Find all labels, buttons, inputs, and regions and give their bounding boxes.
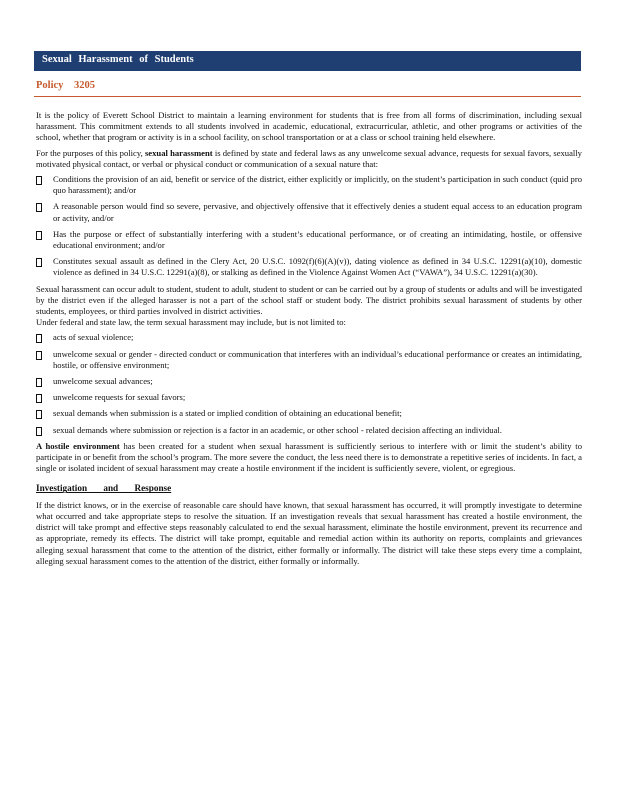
include-item-text: sexual demands where submission or rejection is a factor in an academic, or other school - related decision affecting an individual. [53, 424, 502, 435]
include-item-text: unwelcome sexual advances; [53, 376, 153, 387]
include-item [36, 376, 582, 387]
definition-item [36, 201, 582, 223]
definition-item [36, 229, 582, 251]
include-item [36, 408, 582, 419]
policy-number-bar [34, 78, 581, 97]
include-item [36, 332, 582, 343]
definition-item [36, 174, 582, 196]
policy-body [36, 110, 582, 571]
bullet-box-icon [36, 351, 42, 360]
bullet-box-icon [36, 176, 42, 185]
include-item-text: unwelcome requests for sexual favors; [53, 392, 186, 403]
include-item [36, 425, 582, 436]
sexual-harassment-term: sexual harassment [144, 147, 213, 158]
title-bar [34, 51, 581, 71]
law-line: Under federal and state law, the term sexual harassment may include, but is not limited to: [36, 317, 346, 328]
hostile-paragraph [36, 441, 582, 475]
bullet-box-icon [36, 203, 42, 212]
occur-paragraph: Sexual harassment can occur adult to student, student to adult, student to student or can be carried out by a group of students or adults and will be investigated by the district even if the alleged harasser is not a part of the school staff or student body. The district prohibits sexual harassment of students by other students, employees, or third parties involved in district activities. [36, 283, 582, 317]
intro-paragraph: It is the policy of Everett School District to maintain a learning environment for students that is free from all forms of discrimination, including sexual harassment. This commitment extends to all students involved in academic, educational, extracurricular, athletic, and other programs or activities of the school, whether that program or activity is in a school facility, on school transportation or at a class or school training held elsewhere. [36, 110, 582, 143]
investigation-heading: Investigation and Response [36, 483, 172, 494]
hostile-environment-term: A hostile environment [36, 440, 120, 451]
definition-item-text: A reasonable person would find so severe, pervasive, and objectively offensive that it effectively denies a student equal access to an education program or activity, and/or [53, 201, 582, 223]
include-item-text: acts of sexual violence; [53, 332, 134, 343]
bullet-box-icon [36, 394, 42, 403]
bullet-box-icon [36, 258, 42, 267]
hostile-after: has been created for a student when sexual harassment is sufficiently serious to interfere with or limit the student’s ability to participate in or benefit from the school’s program. The more severe the conduct, the less need there is to demonstrate a repetitive series of incidents. In fact, a single or isolated incident of sexual harassment may create a hostile environment if the incident is sufficiently severe, violent, or egregious. [36, 440, 582, 474]
definition-item [36, 256, 582, 278]
purposes-before: For the purposes of this policy, [36, 147, 143, 158]
include-item-text: unwelcome sexual or gender - directed conduct or communication that interferes with an individual’s educational performance or creates an intimidating, hostile, or offensive environment; [53, 348, 582, 370]
bullet-box-icon [36, 410, 42, 419]
purposes-paragraph [36, 148, 582, 170]
purposes-after: is defined by state and federal laws as any unwelcome sexual advance, requests for sexual favors, sexually motivated physical contact, or verbal or physical conduct or communication of a sexual nature that: [36, 147, 582, 169]
include-item-text: sexual demands when submission is a stated or implied condition of obtaining an educational benefit; [53, 408, 402, 419]
policy-title: Sexual Harassment of Students [42, 54, 194, 65]
definition-item-text: Constitutes sexual assault as defined in the Clery Act, 20 U.S.C. 1092(f)(6)(A)(v)), dating violence as defined in 34 U.S.C. 12291(a)(10), domestic violence as defined in 34 U.S.C. 12291(a)(8), or stalking as defined in the Violence Against Women Act (“VAWA”), 34 U.S.C. 12291(a)(30). [53, 256, 582, 278]
definition-item-text: Conditions the provision of an aid, benefit or service of the district, either explicitly or implicitly, on the student’s participation in such conduct (quid pro quo harassment); and/or [53, 174, 582, 196]
policy-number: Policy 3205 [36, 80, 96, 91]
include-item [36, 392, 582, 403]
include-item [36, 349, 582, 371]
investigation-paragraph: If the district knows, or in the exercise of reasonable care should have known, that sexual harassment has occurred, it will promptly investigate to determine what occurred and take appropriate steps to resolve the situation. If an investigation reveals that sexual harassment has created a hostile environment, the district will take prompt and effective steps reasonably calculated to end the sexual harassment, eliminate the hostile environment, prevent its recurrence and as appropriate, remedy its effects. The district will take prompt, equitable and remedial action within its authority on reports, complaints and grievances alleging sexual harassment that come to the attention of the district, either formally or informally. The district will take these steps every time a complaint, alleging sexual harassment comes to the attention of the district, either formally or informally. [36, 499, 582, 566]
definition-item-text: Has the purpose or effect of substantially interfering with a student’s educational performance, or of creating an intimidating, hostile, or offensive educational environment; and/or [53, 228, 582, 251]
bullet-box-icon [36, 334, 42, 343]
bullet-box-icon [36, 427, 42, 436]
bullet-box-icon [36, 231, 42, 240]
bullet-box-icon [36, 378, 42, 387]
